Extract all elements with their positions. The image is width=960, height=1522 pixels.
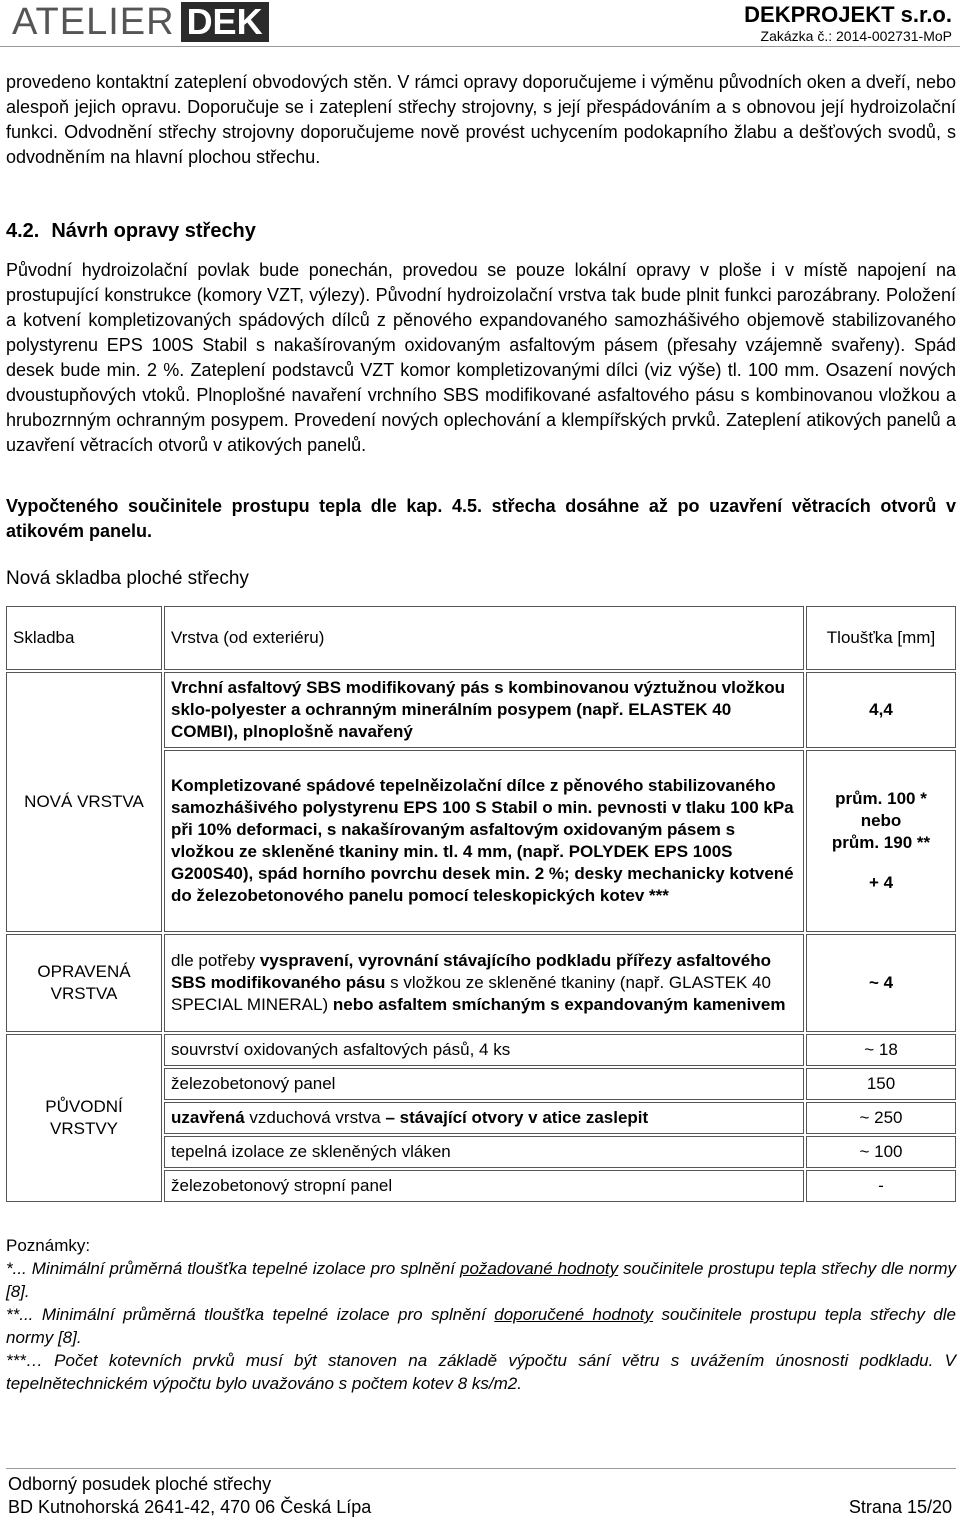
layer-cell: Kompletizované spádové tepelněizolační dílce z pěnového stabilizovaného samozhášivého polystyrenu EPS 100 S Stabil o min. pevnosti v tlaku 100 kPa při 10% deformaci, s nakašírovaným asfaltovým oxidovaným pásem s vložkou ze skleněné tkaniny min. tl. 4 mm, (např. POLYDEK EPS 100S G200S40), spád horního povrchu desek min. 2 %; desky mechanicky kotvené do železobetonového panelu pomocí teleskopických kotev ***	[164, 750, 804, 932]
page-number: Strana 15/20	[848, 1497, 952, 1517]
thickness-cell: ~ 100	[806, 1136, 956, 1168]
logo-text-dek: DEK	[181, 2, 269, 42]
header-divider	[0, 46, 960, 47]
header-vrstva: Vrstva (od exteriéru)	[164, 606, 804, 670]
layer-text-bold: – stávající otvory v atice zaslepit	[385, 1108, 649, 1127]
note-underlined: požadované hodnoty	[460, 1259, 619, 1278]
layer-text: železobetonový stropní panel	[171, 1176, 393, 1195]
note-underlined: doporučené hodnoty	[494, 1305, 654, 1324]
layer-text-bold: nebo asfaltem smíchaným s expandovaným kamenivem	[332, 995, 786, 1014]
header-skladba: Skladba	[6, 606, 162, 670]
section-number: 4.2.	[6, 220, 40, 242]
layer-cell	[164, 1068, 804, 1100]
thickness-cell: ~ 4	[806, 934, 956, 1032]
thickness-cell	[806, 750, 956, 932]
note-text: součinitele prostupu tepla střechy dle normy [8].	[6, 1305, 956, 1347]
table-title: Nová skladba ploché střechy	[6, 568, 249, 589]
intro-text: provedeno kontaktní zateplení obvodových stěn. V rámci opravy doporučujeme i výměnu původních oken a dveří, nebo alespoň jejich opravu. Doporučuje se i zateplení střechy strojovny, s její přespádováním a s obnovou její hydroizolační funkci. Odvodnění střechy strojovny doporučujeme nově provést uchycením podokapního žlabu a dešťových svodů, s odvodněním na hlavní plochou střechu.	[6, 72, 956, 167]
atelier-dek-logo	[8, 2, 269, 42]
layer-text: dle potřeby	[171, 951, 260, 970]
thickness-cell: 4,4	[806, 672, 956, 748]
page-header	[0, 0, 960, 46]
body-text: Původní hydroizolační povlak bude ponechán, provedou se pouze lokální opravy v ploše i v místě napojení na prostupující konstrukce (komory VZT, výlezy). Původní hydroizolační vrstva tak bude plnit funkci parozábrany. Položení a kotvení kompletizovaných spádových dílců z pěnového expandovaného samozhášivého objemově stabilizovaného polystyrenu EPS 100S Stabil s nakašírovaným oxidovaným asfaltovým pásem (přesahy vzájemně svařeny). Spád desek bude min. 2 %. Zateplení podstavců VZT komor kompletizovanými dílci (viz výše) tl. 100 mm. Osazení nových dvoustupňových vtoků. Plnoplošné navaření vrchního SBS modifikované asfaltového pásu s kombinovanou vložkou a hrubozrnným ochranným posypem. Provedení nových oplechování a klempířských prvků. Zateplení atikových panelů a uzavření větracích otvorů v atikových panelů.	[6, 260, 956, 455]
note-text: *... Minimální průměrná tloušťka tepelné izolace pro splnění	[6, 1259, 461, 1278]
bold-paragraph	[6, 494, 956, 544]
table-row	[6, 672, 956, 748]
layer-cell	[164, 934, 804, 1032]
roof-composition-table	[4, 604, 958, 1204]
thickness-cell: 150	[806, 1068, 956, 1100]
group-original: PŮVODNÍ VRSTVY	[6, 1034, 162, 1202]
layer-cell: Vrchní asfaltový SBS modifikovaný pás s kombinovanou výztužnou vložkou sklo-polyester a ochranným minerálním posypem (např. ELASTEK 40 COMBI), plnoplošně navařený	[164, 672, 804, 748]
notes-title: Poznámky:	[6, 1236, 91, 1255]
note-item: ***… Počet kotevních prvků musí být stanoven na základě výpočtu sání větru s uvážením únosnosti podkladu. V tepelnětechnickém výpočtu bylo uvažováno s počtem kotev 8 ks/m2.	[6, 1351, 956, 1393]
layer-text: tepelná izolace ze skleněných vláken	[171, 1142, 451, 1161]
layer-cell	[164, 1034, 804, 1066]
layer-text: souvrství oxidovaných asfaltových pásů, 4 ks	[171, 1040, 511, 1059]
notes-section	[6, 1234, 956, 1395]
header-tloustka: Tloušťka [mm]	[806, 606, 956, 670]
layer-text-bold: vyspravení, vyrovnání stávajícího podkladu přířezy asfaltového SBS modifikovaného pásu	[171, 951, 771, 992]
table-row	[6, 934, 956, 1032]
thickness-line: nebo	[860, 811, 902, 830]
layer-cell	[164, 1170, 804, 1202]
layer-text-bold: uzavřená	[171, 1108, 245, 1127]
order-number: Zakázka č.: 2014-002731-MoP	[760, 28, 952, 44]
layer-text: vzduchová vrstva	[244, 1108, 386, 1127]
body-paragraph	[6, 258, 956, 458]
thickness-line: prům. 100 *	[835, 789, 927, 808]
thickness-cell: -	[806, 1170, 956, 1202]
note-text: **... Minimální průměrná tloušťka tepelné izolace pro splnění	[6, 1305, 495, 1324]
group-repaired: OPRAVENÁ VRSTVA	[6, 934, 162, 1032]
table-header-row	[6, 606, 956, 670]
footer-divider	[6, 1468, 956, 1469]
company-name: DEKPROJEKT s.r.o.	[744, 2, 952, 27]
logo-text-atelier: ATELIER	[12, 1, 175, 43]
footer-address: BD Kutnohorská 2641-42, 470 06 Česká Lípa	[8, 1497, 372, 1517]
table-row	[6, 1034, 956, 1066]
bold-text: Vypočteného součinitele prostupu tepla dle kap. 4.5. střecha dosáhne až po uzavření větracích otvorů v atikovém panelu.	[6, 496, 956, 541]
layer-text: železobetonový panel	[171, 1074, 336, 1093]
note-item	[6, 1257, 956, 1303]
thickness-line: + 4	[868, 873, 894, 892]
note-item	[6, 1303, 956, 1349]
thickness-cell: ~ 18	[806, 1034, 956, 1066]
note-text: součinitele prostupu tepla střechy dle normy [8].	[6, 1259, 957, 1301]
footer-doc-title: Odborný posudek ploché střechy	[8, 1474, 272, 1494]
layer-cell	[164, 1136, 804, 1168]
layer-cell	[164, 1102, 804, 1134]
thickness-line: prům. 190 **	[831, 833, 931, 852]
section-heading	[6, 220, 268, 243]
intro-paragraph	[6, 70, 956, 170]
thickness-cell: ~ 250	[806, 1102, 956, 1134]
group-new: NOVÁ VRSTVA	[6, 672, 162, 932]
layer-text: s vložkou ze skleněné tkaniny (např. GLASTEK 40 SPECIAL MINERAL)	[171, 973, 771, 1014]
section-title: Návrh opravy střechy	[51, 220, 256, 242]
